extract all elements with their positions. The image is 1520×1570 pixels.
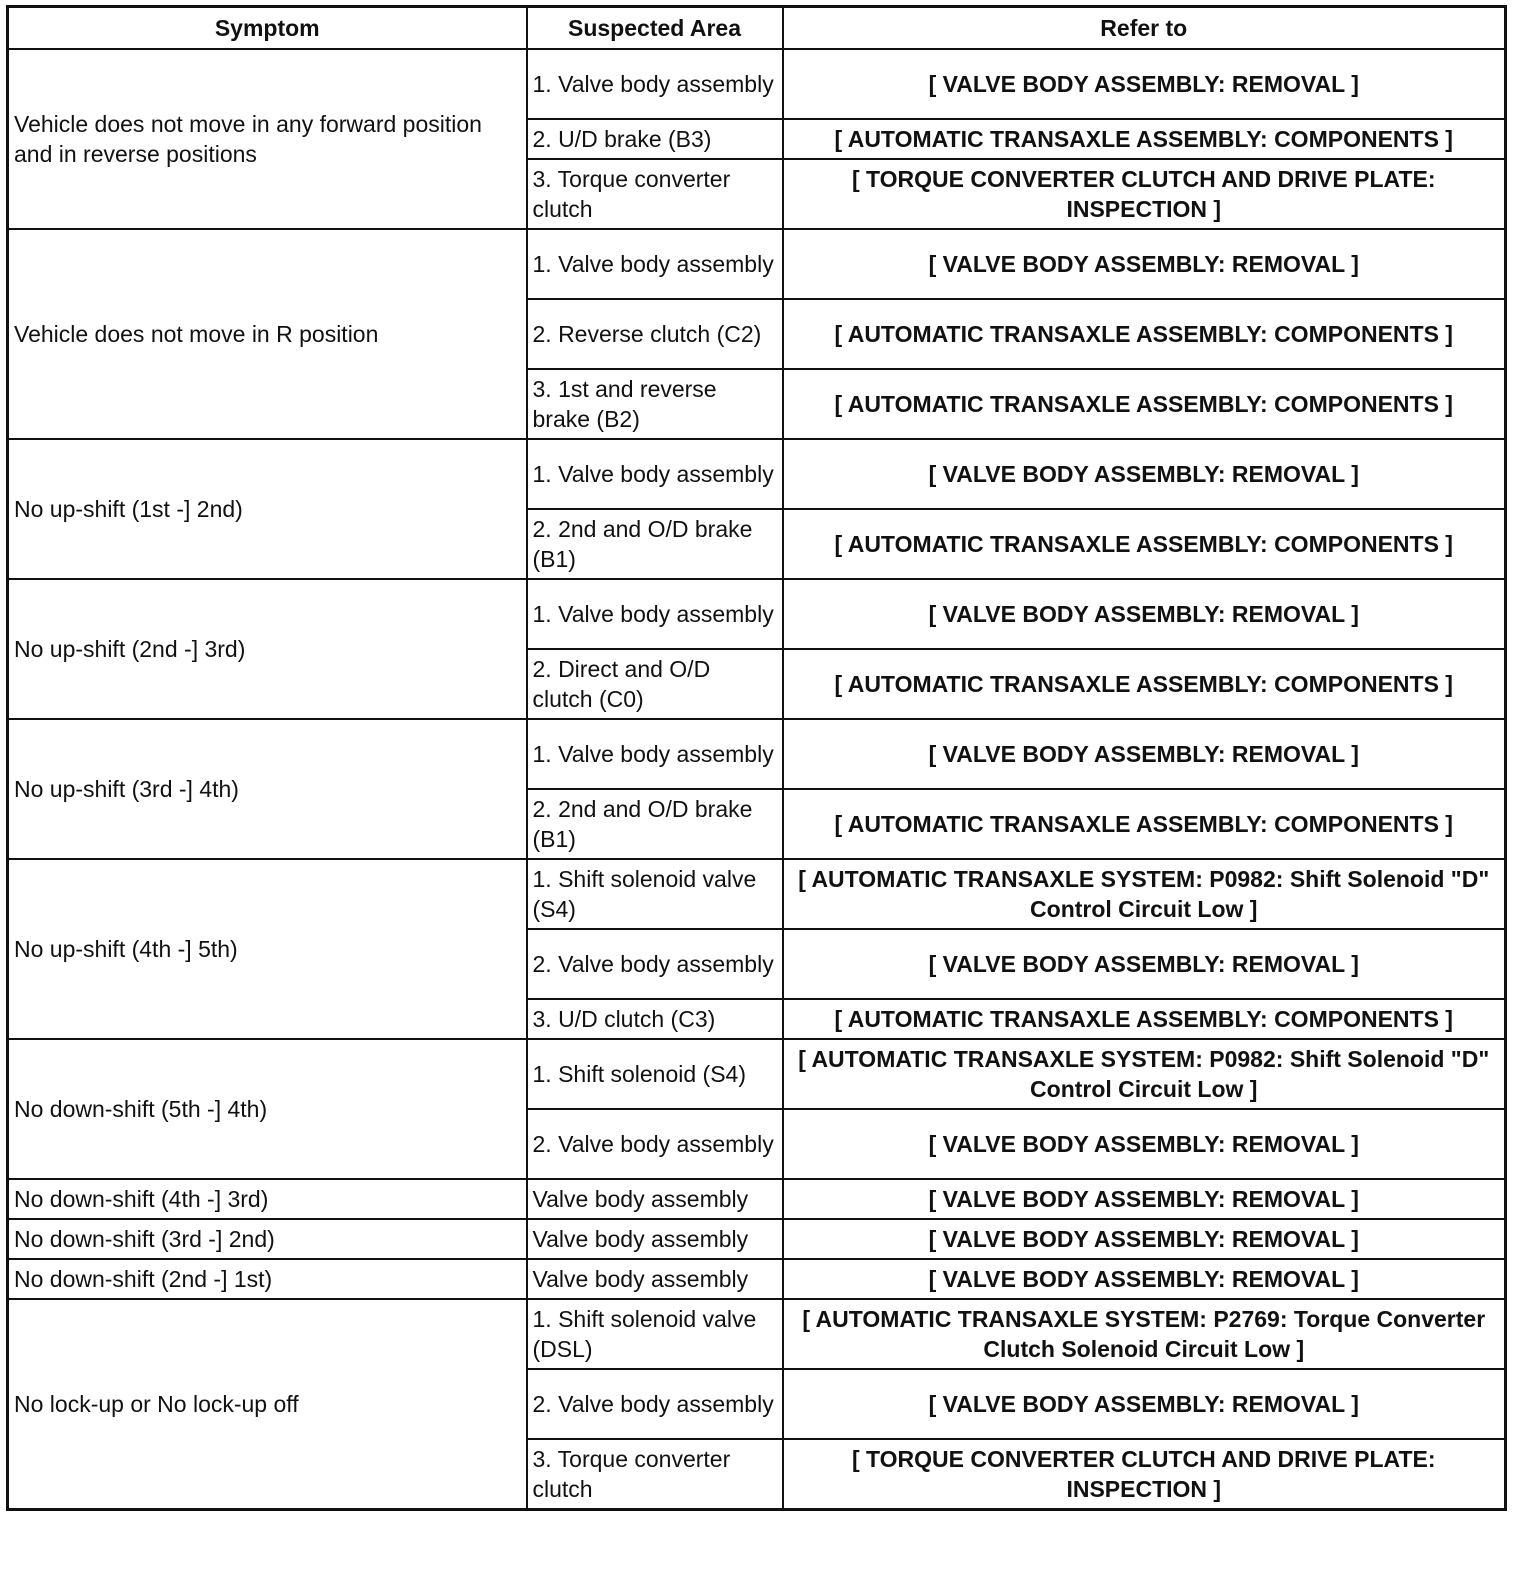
symptom-cell: No down-shift (4th -] 3rd) — [8, 1179, 527, 1219]
refer-to-link[interactable]: [ AUTOMATIC TRANSAXLE ASSEMBLY: COMPONENTS ] — [783, 999, 1506, 1039]
table-row — [8, 579, 1506, 649]
table-row — [8, 719, 1506, 789]
symptom-cell: No down-shift (3rd -] 2nd) — [8, 1219, 527, 1259]
suspected-area-cell: 3. 1st and reverse brake (B2) — [527, 369, 783, 439]
refer-to-link[interactable]: [ AUTOMATIC TRANSAXLE ASSEMBLY: COMPONENTS ] — [783, 299, 1506, 369]
header-refer-to: Refer to — [783, 7, 1506, 50]
refer-to-link[interactable]: [ AUTOMATIC TRANSAXLE ASSEMBLY: COMPONENTS ] — [783, 789, 1506, 859]
refer-to-link[interactable]: [ VALVE BODY ASSEMBLY: REMOVAL ] — [783, 1259, 1506, 1299]
suspected-area-cell: 3. U/D clutch (C3) — [527, 999, 783, 1039]
refer-to-link[interactable]: [ AUTOMATIC TRANSAXLE SYSTEM: P2769: Torque Converter Clutch Solenoid Circuit Low ] — [783, 1299, 1506, 1369]
refer-to-link[interactable]: [ VALVE BODY ASSEMBLY: REMOVAL ] — [783, 439, 1506, 509]
table-row — [8, 1259, 1506, 1299]
suspected-area-cell: 1. Shift solenoid valve (S4) — [527, 859, 783, 929]
refer-to-link[interactable]: [ TORQUE CONVERTER CLUTCH AND DRIVE PLATE: INSPECTION ] — [783, 1439, 1506, 1510]
suspected-area-cell: 3. Torque converter clutch — [527, 159, 783, 229]
refer-to-link[interactable]: [ VALVE BODY ASSEMBLY: REMOVAL ] — [783, 929, 1506, 999]
suspected-area-cell: 2. Direct and O/D clutch (C0) — [527, 649, 783, 719]
suspected-area-cell: 1. Valve body assembly — [527, 229, 783, 299]
header-symptom: Symptom — [8, 7, 527, 50]
header-suspected-area: Suspected Area — [527, 7, 783, 50]
table-row — [8, 1299, 1506, 1369]
table-row — [8, 49, 1506, 119]
suspected-area-cell: 1. Valve body assembly — [527, 579, 783, 649]
table-header-row — [8, 7, 1506, 50]
suspected-area-cell: 1. Valve body assembly — [527, 49, 783, 119]
refer-to-link[interactable]: [ VALVE BODY ASSEMBLY: REMOVAL ] — [783, 1369, 1506, 1439]
refer-to-link[interactable]: [ VALVE BODY ASSEMBLY: REMOVAL ] — [783, 719, 1506, 789]
refer-to-link[interactable]: [ AUTOMATIC TRANSAXLE SYSTEM: P0982: Shift Solenoid "D" Control Circuit Low ] — [783, 859, 1506, 929]
table-wrapper — [6, 5, 1507, 1511]
suspected-area-cell: 2. 2nd and O/D brake (B1) — [527, 789, 783, 859]
suspected-area-cell: 2. Reverse clutch (C2) — [527, 299, 783, 369]
refer-to-link[interactable]: [ VALVE BODY ASSEMBLY: REMOVAL ] — [783, 1219, 1506, 1259]
table-row — [8, 859, 1506, 929]
symptom-cell: No down-shift (2nd -] 1st) — [8, 1259, 527, 1299]
refer-to-link[interactable]: [ AUTOMATIC TRANSAXLE ASSEMBLY: COMPONENTS ] — [783, 119, 1506, 159]
refer-to-link[interactable]: [ AUTOMATIC TRANSAXLE SYSTEM: P0982: Shift Solenoid "D" Control Circuit Low ] — [783, 1039, 1506, 1109]
suspected-area-cell: Valve body assembly — [527, 1179, 783, 1219]
suspected-area-cell: 1. Shift solenoid (S4) — [527, 1039, 783, 1109]
suspected-area-cell: 2. Valve body assembly — [527, 1369, 783, 1439]
refer-to-link[interactable]: [ VALVE BODY ASSEMBLY: REMOVAL ] — [783, 49, 1506, 119]
table-row — [8, 1039, 1506, 1109]
symptom-cell: No down-shift (5th -] 4th) — [8, 1039, 527, 1179]
refer-to-link[interactable]: [ AUTOMATIC TRANSAXLE ASSEMBLY: COMPONENTS ] — [783, 509, 1506, 579]
suspected-area-cell: 3. Torque converter clutch — [527, 1439, 783, 1510]
refer-to-link[interactable]: [ VALVE BODY ASSEMBLY: REMOVAL ] — [783, 1109, 1506, 1179]
diagnosis-table — [6, 5, 1507, 1511]
suspected-area-cell: 1. Shift solenoid valve (DSL) — [527, 1299, 783, 1369]
table-row — [8, 229, 1506, 299]
suspected-area-cell: Valve body assembly — [527, 1259, 783, 1299]
table-row — [8, 439, 1506, 509]
suspected-area-cell: 2. Valve body assembly — [527, 929, 783, 999]
suspected-area-cell: 2. 2nd and O/D brake (B1) — [527, 509, 783, 579]
symptom-cell: Vehicle does not move in any forward position and in reverse positions — [8, 49, 527, 229]
table-row — [8, 1179, 1506, 1219]
symptom-cell: Vehicle does not move in R position — [8, 229, 527, 439]
suspected-area-cell: 2. U/D brake (B3) — [527, 119, 783, 159]
suspected-area-cell: Valve body assembly — [527, 1219, 783, 1259]
symptom-cell: No up-shift (3rd -] 4th) — [8, 719, 527, 859]
suspected-area-cell: 2. Valve body assembly — [527, 1109, 783, 1179]
suspected-area-cell: 1. Valve body assembly — [527, 719, 783, 789]
refer-to-link[interactable]: [ TORQUE CONVERTER CLUTCH AND DRIVE PLATE: INSPECTION ] — [783, 159, 1506, 229]
refer-to-link[interactable]: [ VALVE BODY ASSEMBLY: REMOVAL ] — [783, 1179, 1506, 1219]
refer-to-link[interactable]: [ AUTOMATIC TRANSAXLE ASSEMBLY: COMPONENTS ] — [783, 369, 1506, 439]
suspected-area-cell: 1. Valve body assembly — [527, 439, 783, 509]
refer-to-link[interactable]: [ VALVE BODY ASSEMBLY: REMOVAL ] — [783, 579, 1506, 649]
refer-to-link[interactable]: [ AUTOMATIC TRANSAXLE ASSEMBLY: COMPONENTS ] — [783, 649, 1506, 719]
symptom-cell: No up-shift (4th -] 5th) — [8, 859, 527, 1039]
symptom-cell: No up-shift (2nd -] 3rd) — [8, 579, 527, 719]
refer-to-link[interactable]: [ VALVE BODY ASSEMBLY: REMOVAL ] — [783, 229, 1506, 299]
symptom-cell: No lock-up or No lock-up off — [8, 1299, 527, 1510]
symptom-cell: No up-shift (1st -] 2nd) — [8, 439, 527, 579]
table-row — [8, 1219, 1506, 1259]
